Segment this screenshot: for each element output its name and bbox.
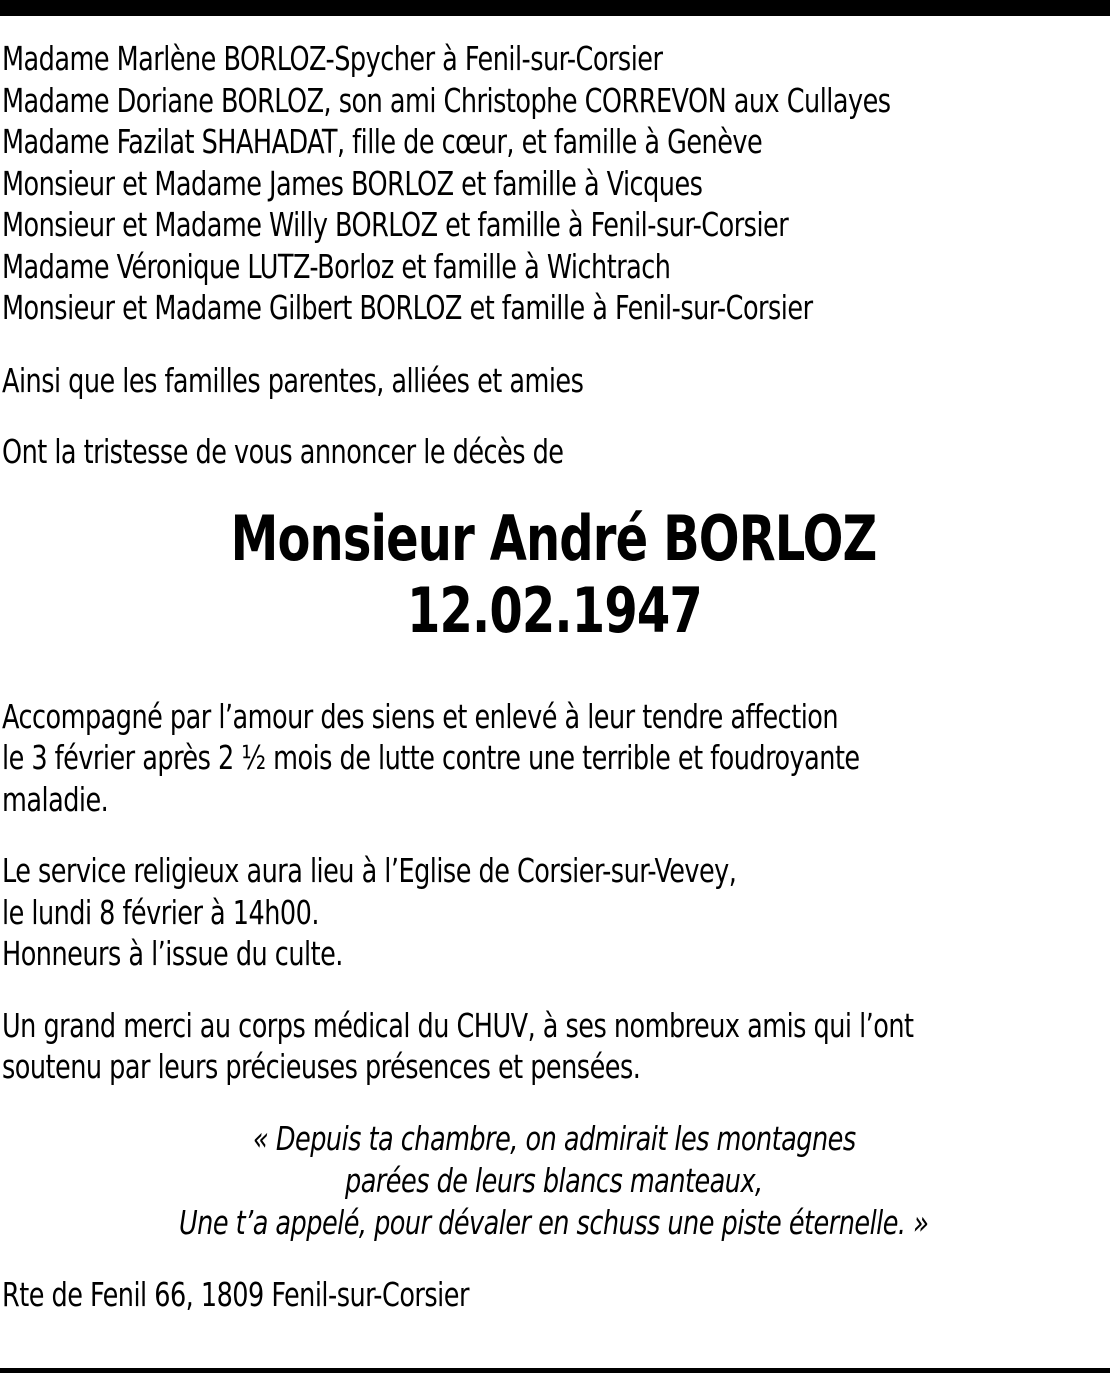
family-line: Madame Fazilat SHAHADAT, fille de cœur, et famille à Genève (2, 122, 763, 161)
family-line: Monsieur et Madame Gilbert BORLOZ et famille à Fenil-sur-Corsier (2, 288, 813, 327)
relatives-line: Ainsi que les familles parentes, alliées et amies (2, 360, 584, 400)
deceased-birth-date: 12.02.1947 (406, 573, 702, 647)
quote-line: « Depuis ta chambre, on admirait les montagnes (252, 1118, 856, 1158)
deceased-block (2, 503, 1106, 647)
bottom-rule (0, 1368, 1110, 1373)
obituary-notice (2, 38, 1106, 1315)
family-line: Madame Doriane BORLOZ, son ami Christophe CORREVON aux Cullayes (2, 80, 891, 120)
passing-paragraph (2, 696, 1106, 821)
quote-line: Une t’a appelé, pour dévaler en schuss une piste éternelle. » (179, 1202, 929, 1242)
memorial-quote (2, 1118, 1106, 1244)
service-line: Honneurs à l’issue du culte. (2, 934, 343, 973)
top-rule (0, 0, 1110, 16)
family-address: Rte de Fenil 66, 1809 Fenil-sur-Corsier (2, 1274, 469, 1314)
service-line: le lundi 8 février à 14h00. (2, 892, 319, 932)
passing-line: le 3 février après 2 ½ mois de lutte contre une terrible et foudroyante (2, 738, 860, 777)
family-line: Madame Véronique LUTZ-Borloz et famille à Wichtrach (2, 246, 671, 286)
passing-line: Accompagné par l’amour des siens et enlevé à leur tendre affection (2, 696, 839, 736)
thanks-line: soutenu par leurs précieuses présences et pensées. (2, 1047, 641, 1086)
passing-line: maladie. (2, 779, 109, 819)
quote-line: parées de leurs blancs manteaux, (345, 1160, 763, 1200)
deceased-name: Monsieur André BORLOZ (231, 501, 877, 575)
service-line: Le service religieux aura lieu à l’Eglise de Corsier-sur-Vevey, (2, 851, 737, 890)
thanks-paragraph (2, 1005, 1106, 1088)
family-list (2, 38, 1106, 329)
thanks-line: Un grand merci au corps médical du CHUV, à ses nombreux amis qui l’ont (2, 1005, 914, 1045)
family-line: Madame Marlène BORLOZ-Spycher à Fenil-sur-Corsier (2, 39, 663, 78)
family-line: Monsieur et Madame James BORLOZ et famille à Vicques (2, 163, 703, 203)
family-line: Monsieur et Madame Willy BORLOZ et famille à Fenil-sur-Corsier (2, 205, 789, 244)
announcement-line: Ont la tristesse de vous annoncer le décès de (2, 432, 564, 471)
service-paragraph (2, 850, 1106, 975)
